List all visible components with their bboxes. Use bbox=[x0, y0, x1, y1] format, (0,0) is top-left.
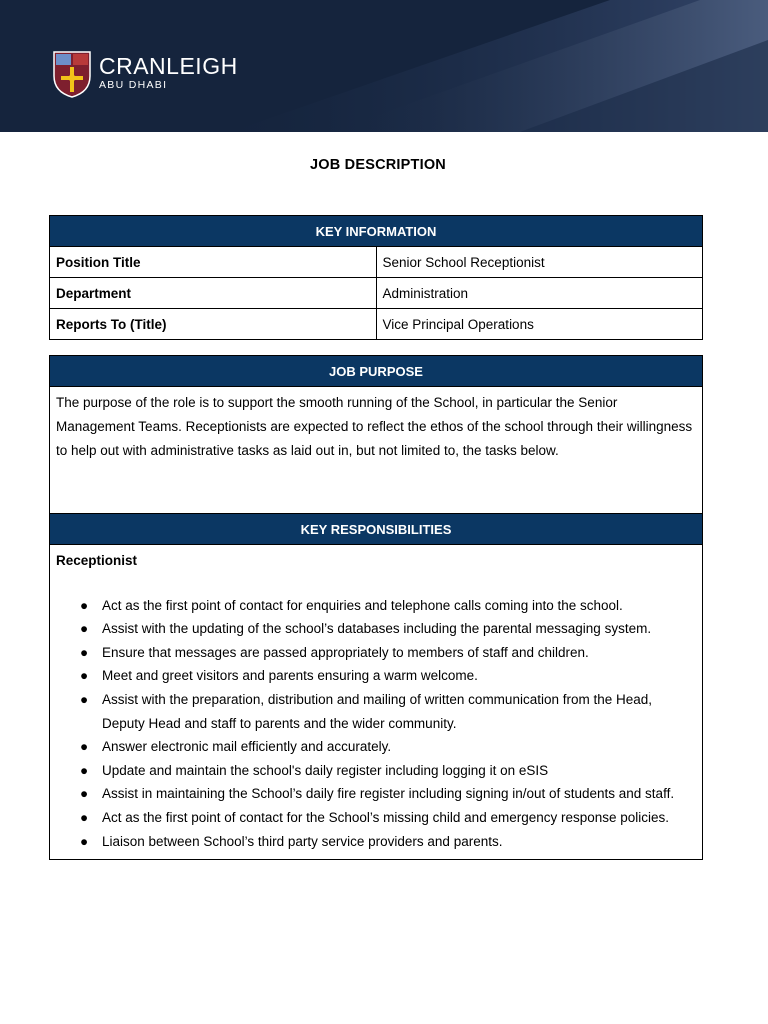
list-item-text: Answer electronic mail efficiently and accurately. bbox=[102, 739, 392, 755]
logo-subtitle: ABU DHABI bbox=[99, 79, 168, 91]
row-label: Position Title bbox=[50, 247, 377, 278]
job-purpose-heading: JOB PURPOSE bbox=[50, 356, 703, 387]
responsibilities-list bbox=[56, 594, 696, 854]
list-item-text: Update and maintain the school's daily register including logging it on eSIS bbox=[102, 762, 549, 778]
table-row bbox=[50, 278, 703, 309]
list-item bbox=[80, 617, 696, 641]
list-item bbox=[80, 688, 696, 735]
bullet-icon: ● bbox=[80, 786, 89, 802]
list-item bbox=[80, 782, 696, 806]
header-banner bbox=[0, 0, 768, 132]
list-item-text: Meet and greet visitors and parents ensuring a warm welcome. bbox=[102, 668, 478, 684]
key-information-heading: KEY INFORMATION bbox=[50, 216, 703, 247]
row-label: Reports To (Title) bbox=[50, 309, 377, 340]
row-value: Administration bbox=[376, 278, 703, 309]
list-item bbox=[80, 806, 696, 830]
bullet-icon: ● bbox=[80, 668, 89, 684]
list-item bbox=[80, 594, 696, 618]
list-item bbox=[80, 735, 696, 759]
bullet-icon: ● bbox=[80, 739, 89, 755]
list-item bbox=[80, 759, 696, 783]
key-responsibilities-heading: KEY RESPONSIBILITIES bbox=[50, 514, 703, 545]
responsibilities-subheading: Receptionist bbox=[56, 553, 138, 568]
row-value: Senior School Receptionist bbox=[376, 247, 703, 278]
list-item-text: Liaison between School’s third party service providers and parents. bbox=[102, 833, 503, 849]
list-item-text: Assist with the updating of the school’s databases including the parental messaging system. bbox=[102, 621, 652, 637]
list-item bbox=[80, 830, 696, 854]
job-purpose-text: The purpose of the role is to support the smooth running of the School, in particular the Senior Management Teams. Receptionists are expected to reflect the ethos of the school through their willingness to help out with administrative tasks as laid out in, but not limited to, the tasks below. bbox=[50, 387, 703, 514]
bullet-icon: ● bbox=[80, 691, 89, 707]
bullet-icon: ● bbox=[80, 762, 89, 778]
job-purpose-responsibilities-table bbox=[49, 355, 703, 860]
responsibilities-cell bbox=[50, 545, 703, 860]
row-value: Vice Principal Operations bbox=[376, 309, 703, 340]
document-title: JOB DESCRIPTION bbox=[310, 157, 446, 173]
logo-name: CRANLEIGH bbox=[99, 53, 238, 79]
list-item bbox=[80, 641, 696, 665]
table-row bbox=[50, 309, 703, 340]
list-item-text: Act as the first point of contact for the School’s missing child and emergency response policies. bbox=[102, 809, 670, 825]
row-label: Department bbox=[50, 278, 377, 309]
crest-icon bbox=[52, 50, 92, 98]
table-row bbox=[50, 247, 703, 278]
bullet-icon: ● bbox=[80, 644, 89, 660]
bullet-icon: ● bbox=[80, 809, 89, 825]
bullet-icon: ● bbox=[80, 833, 89, 849]
school-logo bbox=[52, 50, 238, 98]
bullet-icon: ● bbox=[80, 597, 89, 613]
bullet-icon: ● bbox=[80, 621, 89, 637]
list-item-text: Assist with the preparation, distribution and mailing of written communication from the Head, Deputy Head and staff to parents and the wider community. bbox=[102, 691, 653, 731]
list-item-text: Ensure that messages are passed appropriately to members of staff and children. bbox=[102, 644, 589, 660]
key-information-table bbox=[49, 215, 703, 340]
list-item-text: Assist in maintaining the School’s daily fire register including signing in/out of students and staff. bbox=[102, 786, 675, 802]
list-item-text: Act as the first point of contact for enquiries and telephone calls coming into the school. bbox=[102, 597, 623, 613]
list-item bbox=[80, 664, 696, 688]
